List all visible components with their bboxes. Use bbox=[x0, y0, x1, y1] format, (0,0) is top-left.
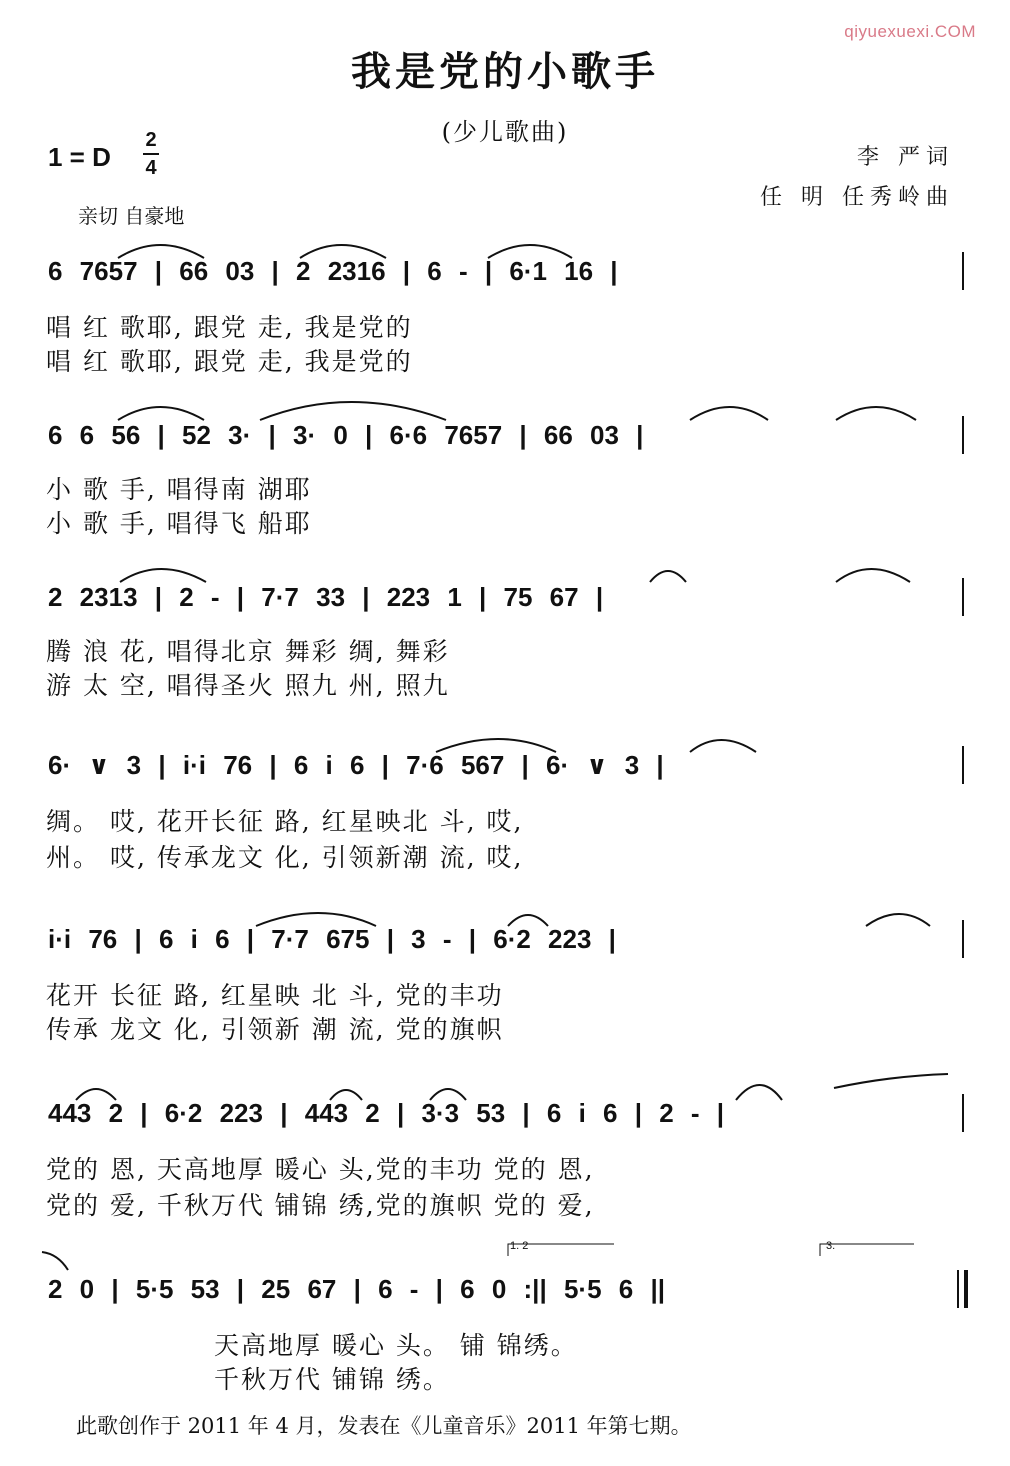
lyric-system-4-verse-2: 州。 哎, 传承龙文 化, 引领新潮 流, 哎, bbox=[46, 843, 524, 872]
lyric-system-1-verse-1: 唱 红 歌耶, 跟党 走, 我是党的 bbox=[46, 313, 413, 342]
composer: 任 明 任秀岭曲 bbox=[760, 185, 954, 210]
song-subtitle: (少儿歌曲) bbox=[441, 118, 569, 146]
publication-note: 此歌创作于 2011 年 4 月，发表在《儿童音乐》2011 年第七期。 bbox=[76, 1414, 692, 1438]
lyric-system-5-verse-1: 花开 长征 路, 红星映 北 斗, 党的丰功 bbox=[46, 981, 504, 1010]
lyric-system-4-verse-1: 绸。 哎, 花开长征 路, 红星映北 斗, 哎, bbox=[46, 807, 524, 836]
lyric-system-6-verse-2: 党的 爱, 千秋万代 铺锦 绣,党的旗帜 党的 爱, bbox=[46, 1191, 595, 1220]
volta-first-ending: 1. 2 bbox=[510, 1240, 529, 1252]
lyric-system-6-verse-1: 党的 恩, 天高地厚 暖心 头,党的丰功 党的 恩, bbox=[46, 1155, 595, 1184]
song-title: 我是党的小歌手 bbox=[351, 48, 659, 95]
lyric-system-3-verse-1: 腾 浪 花, 唱得北京 舞彩 绸, 舞彩 bbox=[46, 637, 450, 666]
lyric-system-2-verse-2: 小 歌 手, 唱得飞 船耶 bbox=[46, 509, 312, 538]
watermark: qiyuexuexi.COM bbox=[844, 22, 976, 41]
notes-system-2: 6 6 56 | 52 3· | 3· 0 | 6·6 7657 | 66 03 | bbox=[48, 420, 644, 450]
volta-third-ending: 3. bbox=[826, 1240, 836, 1252]
lyric-system-2-verse-1: 小 歌 手, 唱得南 湖耶 bbox=[46, 475, 312, 504]
notes-system-4: 6· ∨ 3 | i·i 76 | 6 i 6 | 7·6 567 | 6· ∨ 3 | bbox=[48, 750, 664, 780]
lyric-system-7-verse-2: 千秋万代 铺锦 绣。 bbox=[214, 1365, 450, 1394]
lyric-system-3-verse-2: 游 太 空, 唱得圣火 照九 州, 照九 bbox=[46, 671, 450, 700]
notes-system-3: 2 2313 | 2 - | 7·7 33 | 223 1 | 75 67 | bbox=[48, 582, 604, 612]
notes-system-5: i·i 76 | 6 i 6 | 7·7 675 | 3 - | 6·2 223 | bbox=[48, 924, 616, 954]
meter-top: 2 bbox=[145, 129, 157, 151]
notes-system-7: 2 0 | 5·5 53 | 25 67 | 6 - | 6 0 :|| 5·5 6 || bbox=[48, 1274, 665, 1304]
lyric-system-5-verse-2: 传承 龙文 化, 引领新 潮 流, 党的旗帜 bbox=[46, 1015, 504, 1044]
key-signature: 1 = D bbox=[48, 142, 111, 172]
lyricist: 李 严词 bbox=[857, 145, 954, 170]
tempo-marking: 亲切 自豪地 bbox=[78, 204, 185, 228]
lyric-system-7-verse-1: 天高地厚 暖心 头。 铺 锦绣。 bbox=[214, 1331, 578, 1360]
lyric-system-1-verse-2: 唱 红 歌耶, 跟党 走, 我是党的 bbox=[46, 347, 413, 376]
meter-bottom: 4 bbox=[145, 157, 157, 179]
notes-system-6: 443 2 | 6·2 223 | 443 2 | 3·3 53 | 6 i 6 | 2 - | bbox=[48, 1098, 725, 1128]
notes-system-1: 6 7657 | 66 03 | 2 2316 | 6 - | 6·1 16 | bbox=[48, 256, 618, 286]
